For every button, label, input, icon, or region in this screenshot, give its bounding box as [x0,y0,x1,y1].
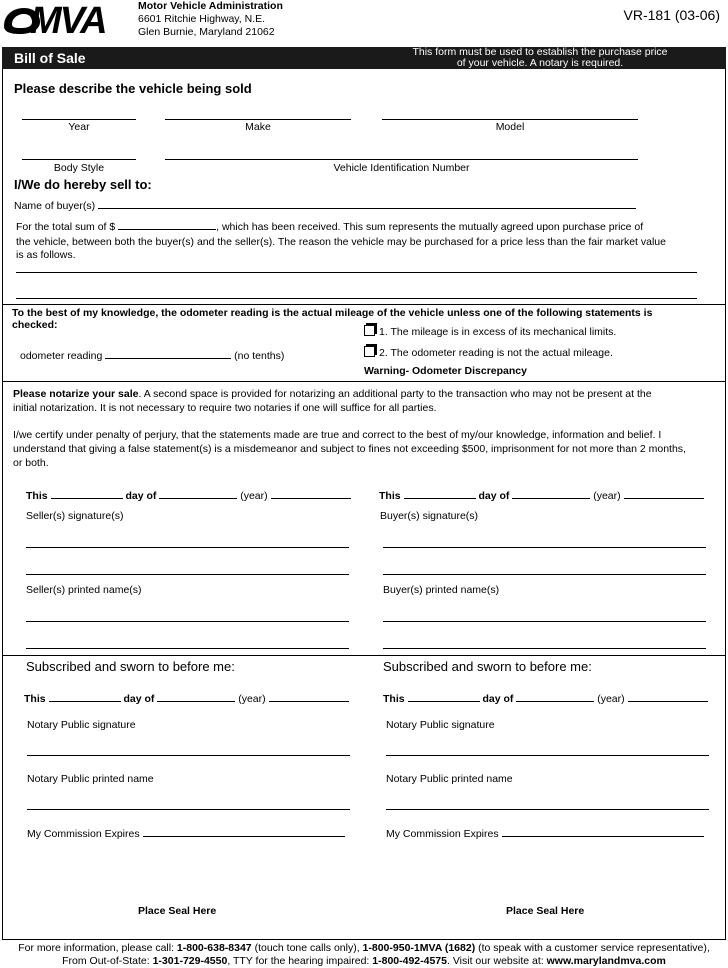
notarize-lead: Please notarize your sale [13,388,139,400]
vin-label: Vehicle Identification Number [333,162,470,174]
notary1-seal-label: Place Seal Here [138,905,217,917]
total-sum-field [16,220,643,233]
notary2-commission-field [386,827,704,840]
reason-line-1: the vehicle, between both the buyer(s) and the seller(s). The reason the vehicle may be purchased for a price less than the fair market value [16,236,666,248]
odometer-reading-line[interactable] [105,349,231,359]
banner-note-line-1: This form must be used to establish the purchase price [412,46,668,58]
body-style-line[interactable] [22,159,136,160]
notary2-day-line[interactable] [408,692,480,702]
notary1-commission-field [27,827,345,840]
seller-printed-name-label: Seller(s) printed name(s) [26,584,142,596]
notarize-paragraph-1-rest: . A second space is provided for notarizing an additional party to the transaction who may not be present at the [138,388,652,400]
footer-website-label: . Visit our website at: [447,955,547,967]
odometer-warning: Warning- Odometer Discrepancy [364,365,527,377]
buyer-printed-name-label: Buyer(s) printed name(s) [383,584,500,596]
odometer-reading-label: odometer reading [20,350,103,362]
buyer-signature-line-2[interactable] [383,574,706,575]
seller-year-line[interactable] [271,489,351,499]
seller-date-field [26,489,351,502]
footer-contact [0,942,728,968]
agency-name: Motor Vehicle Administration [138,0,283,12]
year-line[interactable] [22,119,136,120]
buyer-day-line[interactable] [404,489,476,499]
notary1-this-label: This [24,693,46,705]
odometer-statement-line-1: To the best of my knowledge, the odometer reading is the actual mileage of the vehicle unless one of the following statements is [12,307,653,319]
buyer-name-field [14,199,636,212]
perjury-line-1: I/we certify under penalty of perjury, that the statements made are true and correct to the best of my/our knowledge, information and belief. I [13,429,662,441]
odometer-option-2-label: 2. The odometer reading is not the actual mileage. [379,347,613,359]
notary1-signature-line[interactable] [27,755,350,756]
notary2-printed-line[interactable] [386,809,709,810]
buyer-sworn-heading: Subscribed and sworn to before me: [383,659,592,674]
seller-year-label: (year) [240,490,268,502]
mva-logo [0,0,136,38]
seller-printed-name-line-1[interactable] [26,621,349,622]
year-label: Year [68,121,90,133]
notary1-month-line[interactable] [157,692,235,702]
odometer-reading-field [20,349,284,362]
reason-line-blank-1[interactable] [16,272,697,273]
buyer-printed-name-line-1[interactable] [383,621,706,622]
notary2-signature-label: Notary Public signature [386,719,495,731]
banner-note-line-2: of your vehicle. A notary is required. [456,56,624,69]
footer-service-note: (to speak with a customer service representative), [475,942,710,954]
notary1-signature-label: Notary Public signature [27,719,136,731]
buyer-name-label: Name of buyer(s) [14,200,96,212]
agency-address-2: Glen Burnie, Maryland 21062 [138,26,275,38]
total-sum-statement: , which has been received. This sum represents the mutually agreed upon purchase price of [216,221,644,233]
total-sum-label: For the total sum of $ [16,221,116,233]
notary1-day-of-label: day of [123,693,155,705]
footer-call-label: For more information, please call: [18,942,177,954]
footer-out-of-state-label: From Out-of-State: [62,955,153,967]
seller-day-of-label: day of [125,490,157,502]
footer-tty-label: , TTY for the hearing impaired: [227,955,373,967]
buyer-year-label: (year) [593,490,621,502]
seller-month-line[interactable] [159,489,237,499]
vin-line[interactable] [165,159,638,160]
notarize-paragraph-1-line-2: initial notarization. It is not necessary to require two notaries if one will suffice for all parties. [13,402,437,414]
buyer-year-line[interactable] [624,489,704,499]
notary2-year-label: (year) [597,693,625,705]
notarize-paragraph-1 [13,388,652,401]
footer-touchtone-note: (touch tone calls only), [251,942,363,954]
sale-heading: I/We do hereby sell to: [14,177,152,192]
notary1-year-line[interactable] [269,692,349,702]
footer-line-1 [0,942,728,955]
notary1-day-line[interactable] [49,692,121,702]
make-label: Make [245,121,271,133]
perjury-line-2: understand that giving a false statement(s) is a misdemeanor and subject to fines not exceeding $500, imprisonment for not more than 2 months, [13,443,686,455]
seller-sworn-heading: Subscribed and sworn to before me: [26,659,235,674]
form-title: Bill of Sale [14,50,86,66]
notary2-signature-line[interactable] [386,755,709,756]
buyer-name-line[interactable] [98,199,636,209]
seller-signature-line-2[interactable] [26,574,349,575]
seller-signature-line-1[interactable] [26,547,349,548]
notary2-this-label: This [383,693,405,705]
odometer-option-1-label: 1. The mileage is in excess of its mechanical limits. [379,326,617,338]
buyer-month-line[interactable] [512,489,590,499]
form-id: VR-181 (03-06) [623,7,720,23]
notary1-printed-label: Notary Public printed name [27,773,154,785]
notary1-commission-label: My Commission Expires [27,828,140,840]
odometer-option-2 [364,346,613,360]
seller-day-line[interactable] [51,489,123,499]
buyer-printed-name-line-2[interactable] [383,648,706,649]
vehicle-heading: Please describe the vehicle being sold [14,81,252,96]
notary2-commission-label: My Commission Expires [386,828,499,840]
notary2-date-field [383,692,708,705]
not-actual-mileage-checkbox[interactable] [364,346,375,357]
reason-line-2: is as follows. [16,249,76,261]
mileage-excess-checkbox[interactable] [364,325,375,336]
notary1-year-label: (year) [238,693,266,705]
seller-printed-name-line-2[interactable] [26,648,349,649]
seller-signature-label: Seller(s) signature(s) [26,510,124,522]
notarize-divider [2,381,726,382]
odometer-divider [2,304,726,305]
mva-logo-icon [0,0,136,38]
logo-text: MVA [30,0,106,38]
notary2-commission-line[interactable] [502,827,704,837]
reason-line-blank-2[interactable] [16,298,697,299]
model-label: Model [495,121,525,133]
notary-divider [2,655,726,656]
footer-phone-tty[interactable]: 1-800-492-4575 [372,955,447,967]
notary2-seal-label: Place Seal Here [506,905,585,917]
footer-website-link[interactable]: www.marylandmva.com [546,955,666,967]
buyer-signature-line-1[interactable] [383,547,706,548]
buyer-day-of-label: day of [478,490,510,502]
banner-note [340,47,728,68]
notary2-day-of-label: day of [482,693,514,705]
notary1-commission-line[interactable] [143,827,345,837]
make-line[interactable] [165,119,351,120]
footer-line-2 [0,955,728,968]
perjury-line-3: or both. [13,457,49,469]
model-line[interactable] [382,119,638,120]
agency-address-1: 6601 Ritchie Highway, N.E. [138,13,266,25]
notary1-date-field [24,692,349,705]
total-sum-line[interactable] [118,220,216,230]
buyer-signature-label: Buyer(s) signature(s) [380,510,479,522]
footer-phone-out-of-state[interactable]: 1-301-729-4550 [152,955,228,967]
buyer-date-field [379,489,704,502]
buyer-this-label: This [379,490,401,502]
seller-this-label: This [26,490,48,502]
footer-phone-touchtone[interactable]: 1-800-638-8347 [176,942,252,954]
footer-phone-service[interactable]: 1-800-950-1MVA (1682) [362,942,476,954]
notary1-printed-line[interactable] [27,809,350,810]
notary2-year-line[interactable] [628,692,708,702]
odometer-option-1 [364,325,616,339]
no-tenths-label: (no tenths) [234,350,285,362]
body-style-label: Body Style [53,162,105,174]
notary2-printed-label: Notary Public printed name [386,773,513,785]
notary2-month-line[interactable] [516,692,594,702]
odometer-statement-line-2: checked: [12,319,58,331]
